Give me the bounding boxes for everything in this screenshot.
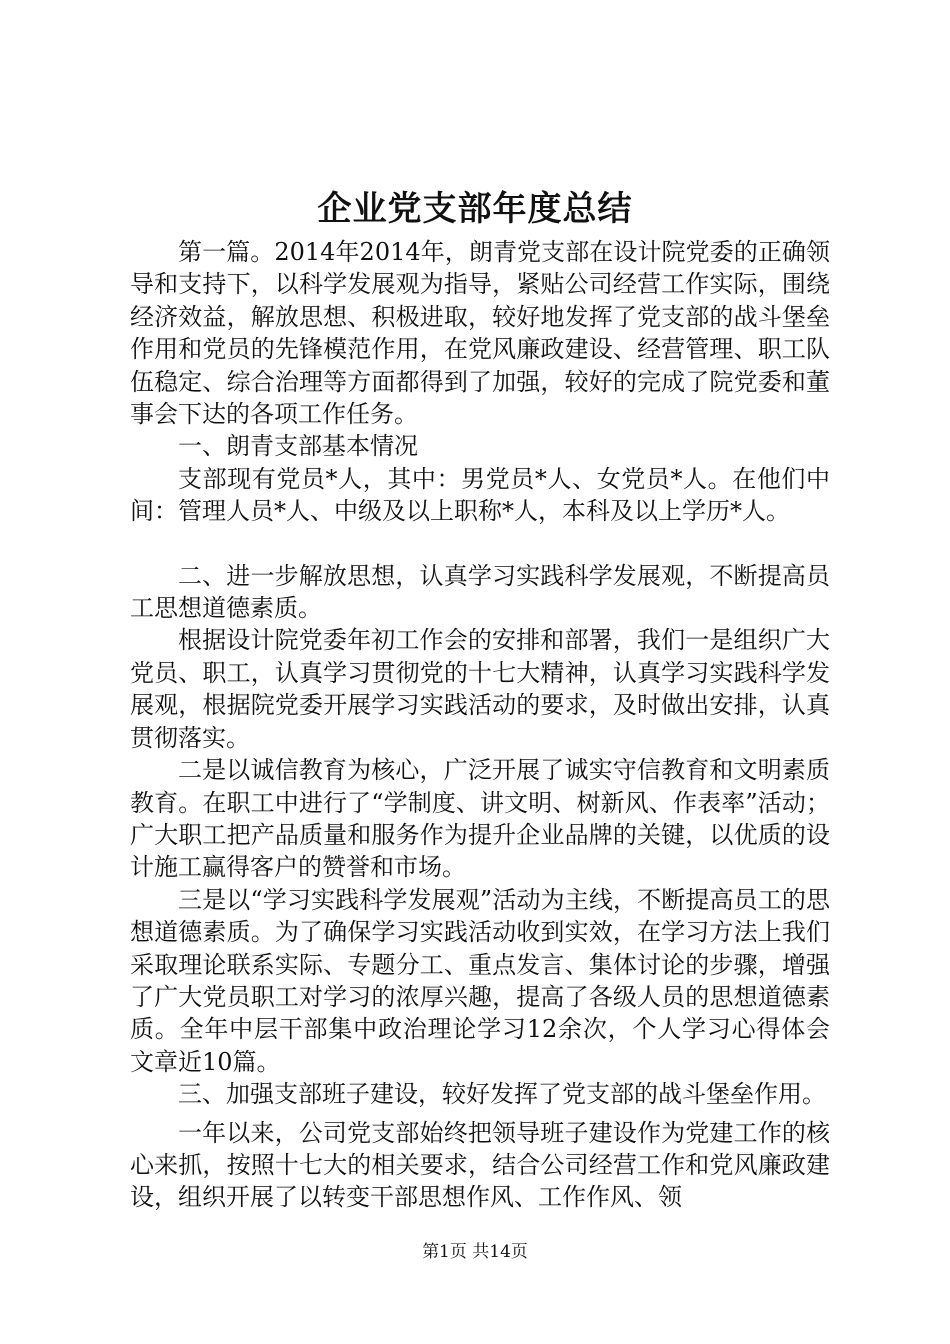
document-body bbox=[130, 236, 830, 1214]
section-heading-2: 二、进一步解放思想，认真学习实践科学发展观，不断提高员工思想道德素质。 bbox=[130, 561, 830, 623]
paragraph-study-2: 二是以诚信教育为核心，广泛开展了诚实守信教育和文明素质教育。在职工中进行了“学制度、讲文明、树新风、作表率”活动；广大职工把产品质量和服务作为提升企业品牌的关键，以优质的设计施工赢得客户的赞誉和市场。 bbox=[130, 756, 830, 882]
page-number: 第1页 共14页 bbox=[422, 1242, 528, 1262]
paragraph-members: 支部现有党员*人，其中：男党员*人、女党员*人。在他们中间：管理人员*人、中级及以上职称*人，本科及以上学历*人。 bbox=[130, 464, 830, 526]
paragraph-study-3: 三是以“学习实践科学发展观”活动为主线，不断提高员工的思想道德素质。为了确保学习实践活动收到实效，在学习方法上我们采取理论联系实际、专题分工、重点发言、集体讨论的步骤，增强了广大党员职工对学习的浓厚兴趣，提高了各级人员的思想道德素质。全年中层干部集中政治理论学习12余次，个人学习心得体会文章近10篇。 bbox=[130, 885, 830, 1076]
paragraph-study-1: 根据设计院党委年初工作会的安排和部署，我们一是组织广大党员、职工，认真学习贯彻党的十七大精神，认真学习实践科学发展观，根据院党委开展学习实践活动的要求，及时做出安排，认真贯彻落实。 bbox=[130, 626, 830, 752]
section-heading-3: 三、加强支部班子建设，较好发挥了党支部的战斗堡垒作用。 bbox=[178, 1080, 826, 1109]
paragraph-intro: 第一篇。2014年2014年，朗青党支部在设计院党委的正确领导和支持下，以科学发展观为指导，紧贴公司经营工作实际，围绕经济效益，解放思想、积极进取，较好地发挥了党支部的战斗堡垒作用和党员的先锋模范作用，在党风廉政建设、经营管理、职工队伍稳定、综合治理等方面都得到了加强，较好的完成了院党委和董事会下达的各项工作任务。 bbox=[130, 238, 830, 429]
paragraph-leadership: 一年以来，公司党支部始终把领导班子建设作为党建工作的核心来抓，按照十七大的相关要求，结合公司经营工作和党风廉政建设，组织开展了以转变干部思想作风、工作作风、领 bbox=[130, 1118, 830, 1212]
document-title: 企业党支部年度总结 bbox=[317, 189, 633, 229]
section-heading-1: 一、朗青支部基本情况 bbox=[178, 432, 418, 461]
